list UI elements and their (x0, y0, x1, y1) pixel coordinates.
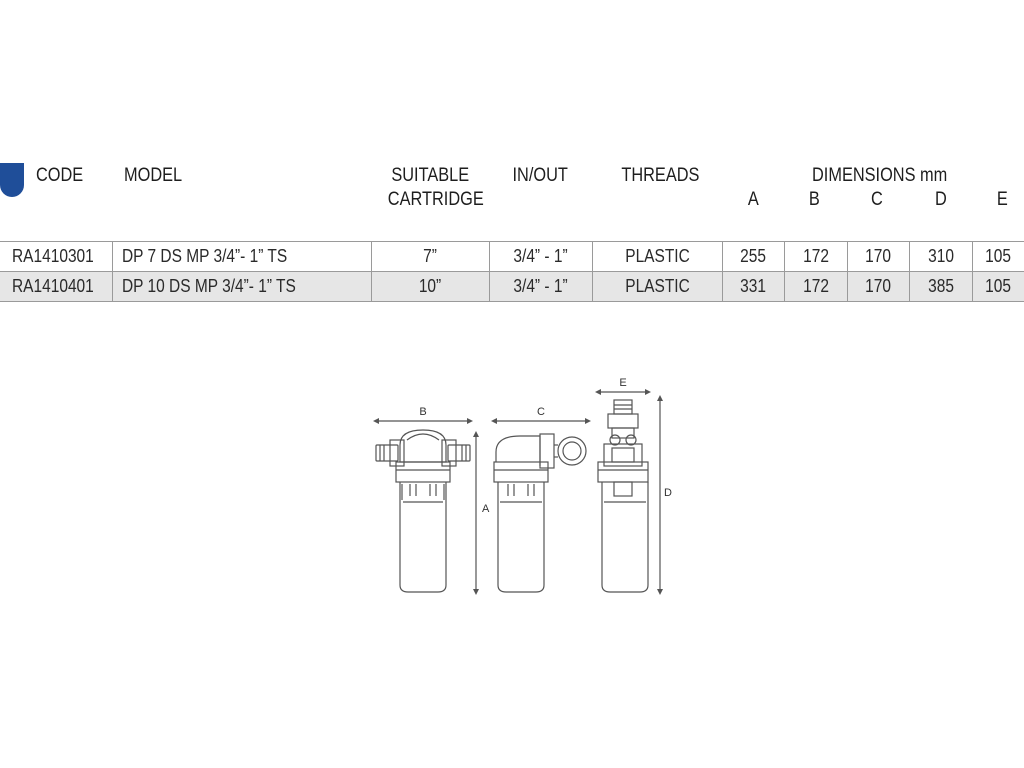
cell-dim-c: 170 (865, 276, 892, 296)
cell-dim-b: 172 (803, 276, 829, 296)
cell-cartridge: 10” (419, 276, 442, 296)
rear-body (604, 444, 642, 466)
side-port (558, 437, 586, 465)
cell-code: RA1410401 (12, 276, 94, 296)
label-a: A (482, 503, 490, 515)
cell-dim-a: 255 (740, 246, 767, 266)
header-model: MODEL (124, 165, 183, 186)
label-d: D (664, 487, 672, 499)
header-dimensions: DIMENSIONS mm (812, 165, 948, 186)
filter-head (400, 430, 446, 462)
rear-bowl (602, 482, 648, 592)
cell-dim-c: 170 (865, 246, 892, 266)
cell-threads: PLASTIC (625, 246, 690, 266)
cell-dim-d: 385 (928, 276, 954, 296)
cell-dim-e: 105 (985, 246, 1012, 266)
filter-bowl (400, 482, 446, 592)
cell-model: DP 10 DS MP 3/4”- 1” TS (122, 276, 296, 296)
header-cartridge-line1: SUITABLE (391, 165, 469, 186)
cell-threads: PLASTIC (625, 276, 690, 296)
header-dim-b: B (808, 189, 820, 210)
cell-dim-a: 331 (740, 276, 767, 296)
header-code: CODE (36, 165, 84, 186)
cell-dim-b: 172 (803, 246, 829, 266)
header-dim-a: A (747, 189, 759, 210)
label-e: E (619, 377, 627, 389)
label-b: B (419, 406, 427, 418)
header-cartridge-line2: CARTRIDGE (387, 189, 484, 210)
header-dim-c: C (871, 189, 883, 210)
cell-dim-d: 310 (928, 246, 954, 266)
side-view (494, 406, 588, 592)
cell-inout: 3/4” - 1” (513, 276, 569, 296)
front-view (376, 406, 490, 592)
rear-top-nipple (614, 400, 632, 414)
side-bowl (498, 482, 544, 592)
rear-view (598, 377, 672, 592)
cell-code: RA1410301 (12, 246, 94, 266)
cell-dim-e: 105 (985, 276, 1012, 296)
header-dim-e: E (996, 189, 1008, 210)
header-threads: THREADS (620, 165, 700, 186)
outlet-port (448, 445, 470, 461)
header-dim-d: D (935, 189, 947, 210)
cell-model: DP 7 DS MP 3/4”- 1” TS (122, 246, 288, 266)
cell-inout: 3/4” - 1” (513, 246, 569, 266)
header-inout: IN/OUT (512, 165, 568, 186)
inlet-port (376, 445, 398, 461)
label-c: C (537, 406, 545, 418)
cell-cartridge: 7” (423, 246, 438, 266)
